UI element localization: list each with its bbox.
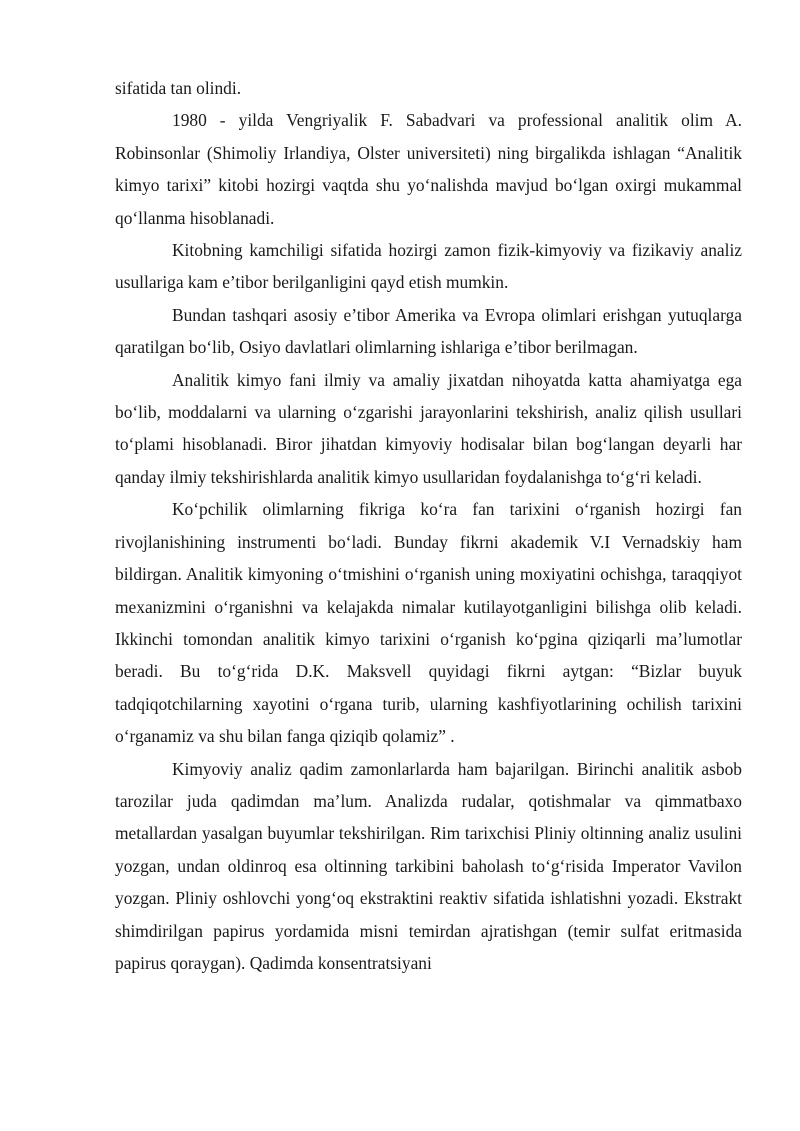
paragraph-book-shortcoming: Kitobning kamchiligi sifatida hozirgi zamon fizik-kimyoviy va fizikaviy analiz usullariga kam e’tibor berilganligini qayd etish mumkin. [115, 240, 742, 293]
paragraph-continuation: sifatida tan olindi. [115, 78, 242, 98]
paragraph-history-study: Ko‘pchilik olimlarning fikriga ko‘ra fan tarixini o‘rganish hozirgi fan rivojlanishining instrumenti bo‘ladi. Bunday fikrni akademik V.I Vernadskiy ham bildirgan. Analitik kimyoning o‘tmishini o‘rganish uning moxiyatini ochishga, taraqqiyot mexanizmini o‘rganishni va kelajakda nimalar kutilayotganligini bilishga olib keladi. Ikkinchi tomondan analitik kimyo tarixini o‘rganish ko‘pgina qiziqarli ma’lumotlar beradi. Bu to‘g‘rida D.K. Maksvell quyidagi fikrni aytgan: “Bizlar buyuk tadqiqotchilarning xayotini o‘rgana turib, ularning kashfiyotlarining ochilish tarixini o‘rganamiz va shu bilan fanga qiziqib qolamiz” . [115, 499, 742, 747]
paragraph-analytical-chemistry-history-book: 1980 - yilda Vengriyalik F. Sabadvari va professional analitik olim A. Robinsonlar (Shimoliy Irlandiya, Olster universiteti) ning birgalikda ishlagan “Analitik kimyo tarixi” kitobi hozirgi vaqtda shu yo‘nalishda mavjud bo‘lgan oxirgi mukammal qo‘llanma hisoblanadi. [115, 110, 742, 228]
document-body [115, 72, 742, 979]
paragraph-significance: Analitik kimyo fani ilmiy va amaliy jixatdan nihoyatda katta ahamiyatga ega bo‘lib, moddalarni va ularning o‘zgarishi jarayonlarini tekshirish, analiz qilish usullari to‘plami hisoblanadi. Biror jihatdan kimyoviy hodisalar bilan bog‘langan deyarli har qanday ilmiy tekshirishlarda analitik kimyo usullaridan foydalanishga to‘g‘ri keladi. [115, 369, 742, 487]
paragraph-regional-focus: Bundan tashqari asosiy e’tibor Amerika va Evropa olimlari erishgan yutuqlarga qaratilgan bo‘lib, Osiyo davlatlari olimlarning ishlariga e’tibor berilmagan. [115, 304, 742, 358]
paragraph-ancient-analysis: Kimyoviy analiz qadim zamonlarlarda ham bajarilgan. Birinchi analitik asbob tarozilar juda qadimdan ma’lum. Analizda rudalar, qotishmalar va qimmatbaxo metallardan yasalgan buyumlar tekshirilgan. Rim tarixchisi Pliniy oltinning analiz usulini yozgan, undan oldinroq esa oltinning tarkibini baholash to‘g‘risida Imperator Vavilon yozgan. Pliniy oshlovchi yong‘oq ekstraktini reaktiv sifatida ishlatishni yozadi. Ekstrakt shimdirilgan papirus yordamida misni temirdan ajratishgan (temir sulfat eritmasida papirus qoraygan). Qadimda konsentratsiyani [115, 758, 742, 973]
